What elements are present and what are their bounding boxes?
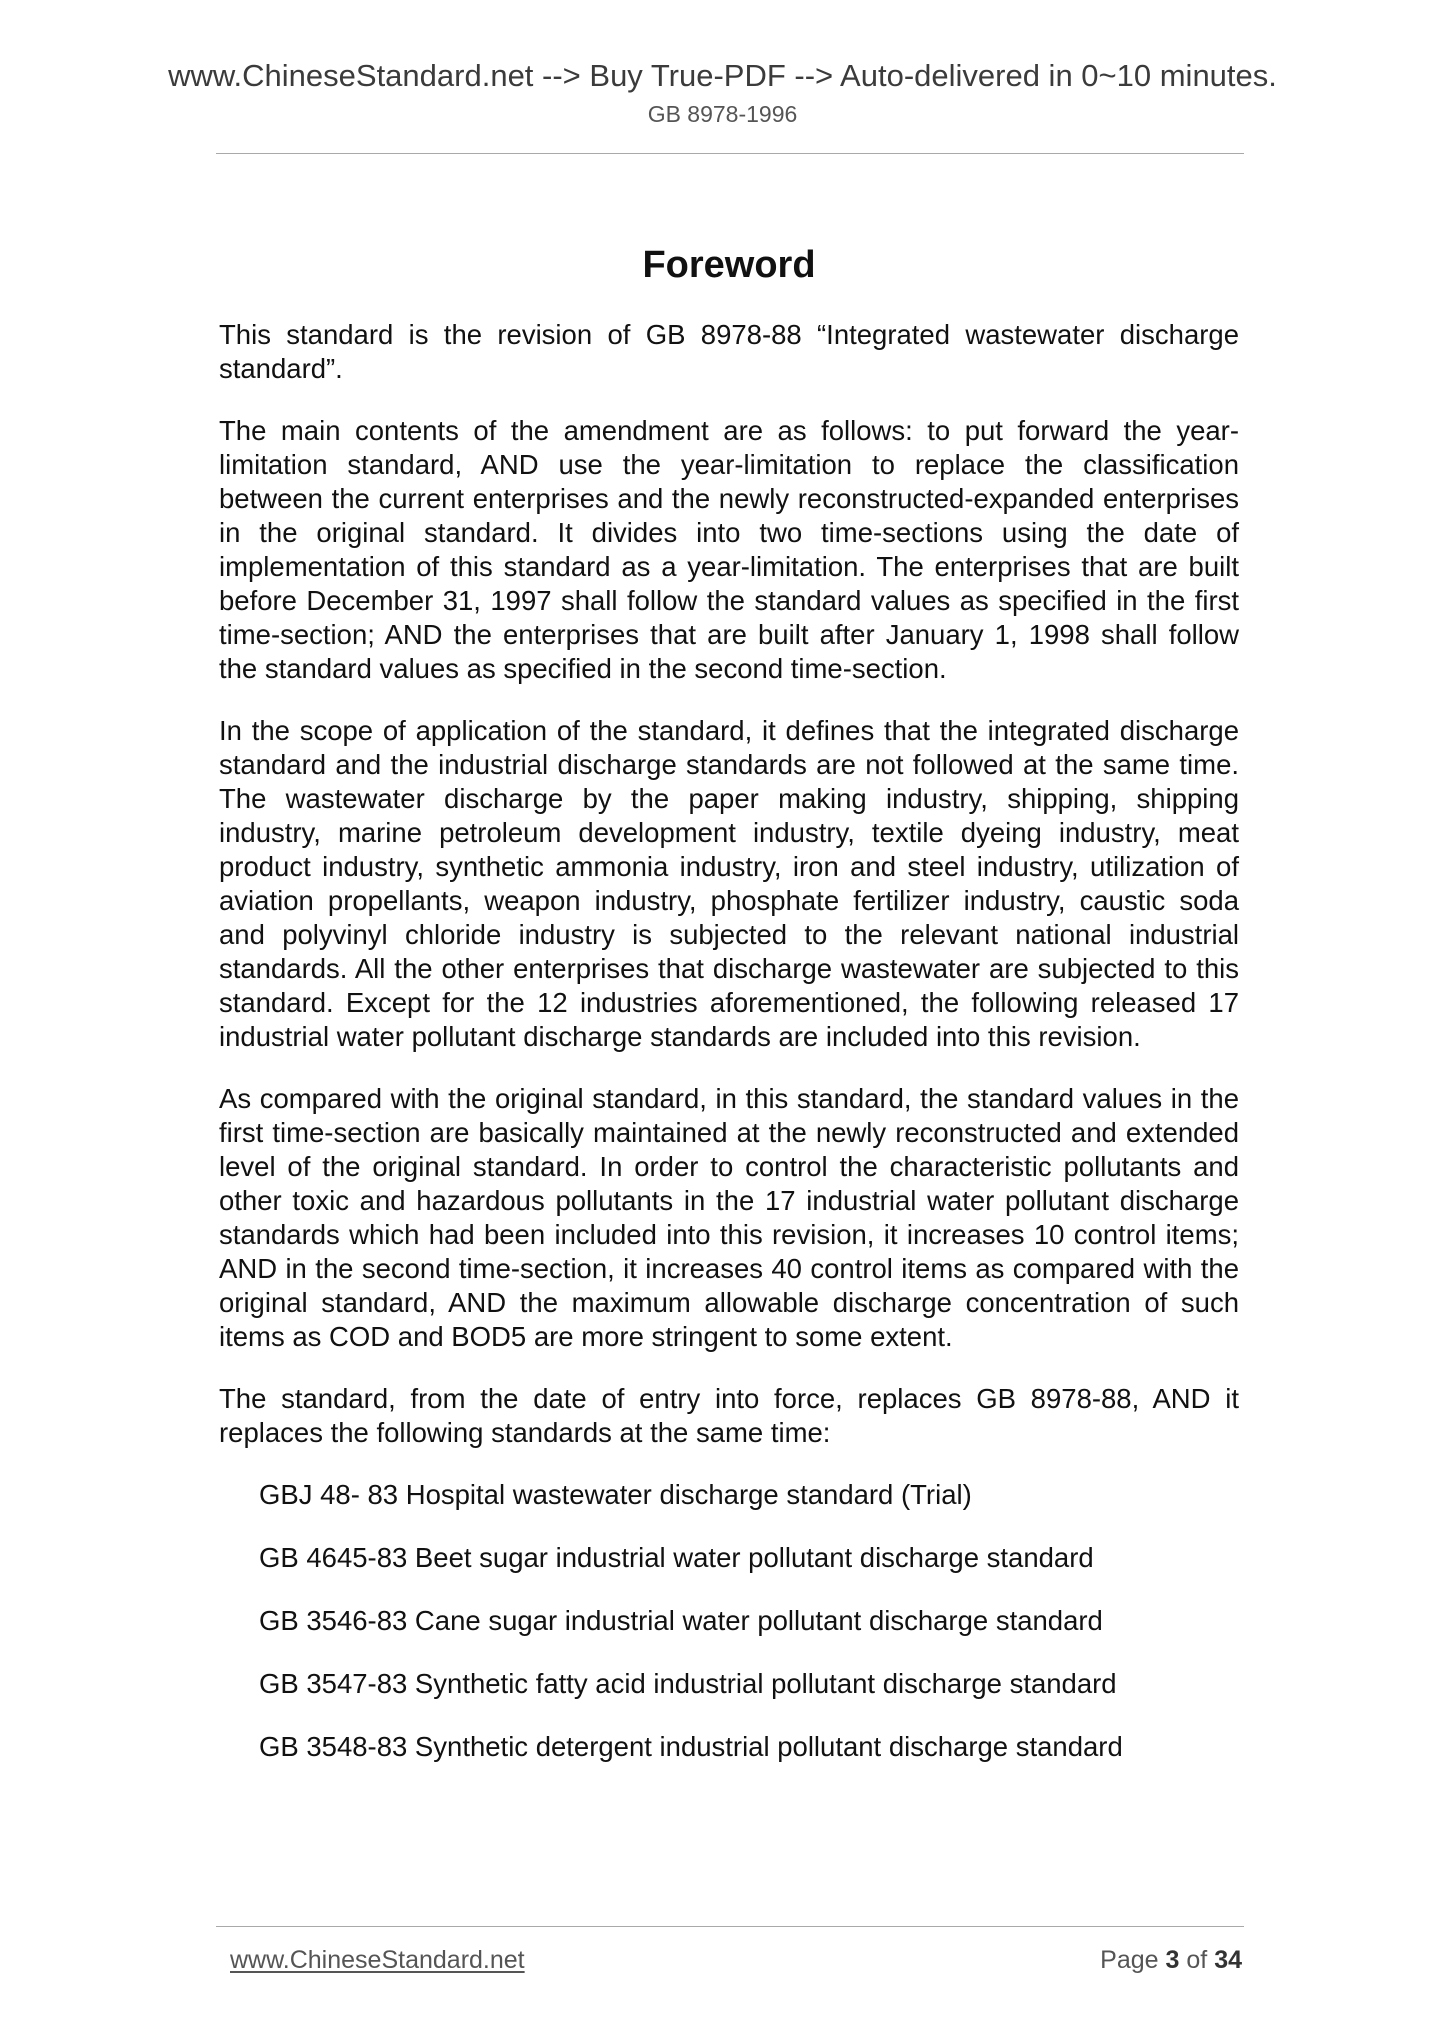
paragraph-comparison: As compared with the original standard, in this standard, the standard values in the first time-section are basically maintained at the newly reconstructed and extended level of the original standard. In order to control the characteristic pollutants and other toxic and hazardous pollutants in the 17 industrial water pollutant discharge standards which had been included into this revision, it increases 10 control items; AND in the second time-section, it increases 40 control items as compared with the original standard, AND the maximum allowable discharge concentration of such items as COD and BOD5 are more stringent to some extent. — [219, 1083, 1239, 1352]
paragraph-revision: This standard is the revision of GB 8978-88 “Integrated wastewater discharge standard”. — [219, 319, 1239, 384]
total-pages: 34 — [1214, 1946, 1242, 1974]
header-divider — [216, 153, 1244, 154]
footer-site-link[interactable]: www.ChineseStandard.net — [230, 1946, 525, 1974]
document-code: GB 8978-1996 — [647, 101, 798, 127]
page-header — [0, 56, 1445, 130]
paragraph-amendment-contents: The main contents of the amendment are as follows: to put forward the year-limitation standard, AND use the year-limitation to replace the classification between the current enterprises and the newly reconstructed-expanded enterprises in the original standard. It divides into two time-sections using the date of implementation of this standard as a year-limitation. The enterprises that are built before December 31, 1997 shall follow the standard values as specified in the first time-section; AND the enterprises that are built after January 1, 1998 shall follow the standard values as specified in the second time-section. — [219, 415, 1239, 684]
page-word: Page — [1100, 1946, 1159, 1974]
page-number — [1100, 1944, 1242, 1976]
header-banner[interactable]: www.ChineseStandard.net --> Buy True-PDF --> Auto-delivered in 0~10 minutes. — [168, 58, 1277, 93]
paragraph-replaces: The standard, from the date of entry into force, replaces GB 8978-88, AND it replaces the following standards at the same time: — [219, 1383, 1239, 1448]
footer-divider — [216, 1926, 1244, 1927]
of-word: of — [1186, 1946, 1208, 1974]
paragraph-scope: In the scope of application of the standard, it defines that the integrated discharge standard and the industrial discharge standards are not followed at the same time. The wastewater discharge by the paper making industry, shipping, shipping industry, marine petroleum development industry, textile dyeing industry, meat product industry, synthetic ammonia industry, iron and steel industry, utilization of aviation propellants, weapon industry, phosphate fertilizer industry, caustic soda and polyvinyl chloride industry is subjected to the relevant national industrial standards. All the other enterprises that discharge wastewater are subjected to this standard. Except for the 12 industries aforementioned, the following released 17 industrial water pollutant discharge standards are included into this revision. — [219, 715, 1239, 1052]
list-item: GB 4645-83 Beet sugar industrial water pollutant discharge standard — [259, 1542, 1094, 1573]
current-page: 3 — [1165, 1946, 1180, 1974]
list-item: GB 3548-83 Synthetic detergent industrial pollutant discharge standard — [259, 1731, 1123, 1762]
page-title: Foreword — [642, 244, 816, 286]
page-footer — [230, 1944, 1242, 1976]
replaced-standards-list — [219, 1478, 1239, 1764]
page-body — [219, 240, 1239, 1793]
list-item: GB 3546-83 Cane sugar industrial water pollutant discharge standard — [259, 1605, 1103, 1636]
list-item: GBJ 48- 83 Hospital wastewater discharge standard (Trial) — [259, 1479, 972, 1510]
list-item: GB 3547-83 Synthetic fatty acid industrial pollutant discharge standard — [259, 1668, 1117, 1699]
